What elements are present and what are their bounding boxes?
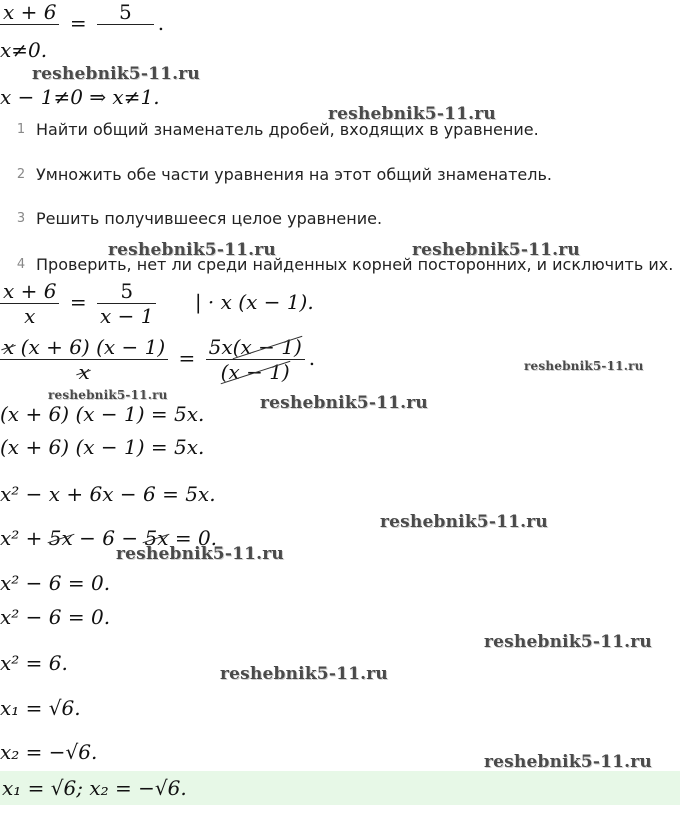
equation-fractions: $\frac{x + 6}{x}$ = $\frac{5}{x - 1}$ | · x (x − 1). bbox=[0, 279, 314, 328]
answer-text: x₁ = √6; x₂ = −√6. bbox=[2, 776, 187, 800]
step-number: 1 bbox=[16, 122, 26, 137]
watermark: reshebnik5-11.ru bbox=[380, 512, 548, 532]
step-item bbox=[0, 207, 680, 231]
watermark: reshebnik5-11.ru bbox=[524, 359, 644, 373]
step-text: Умножить обе части уравнения на этот общий знаменатель. bbox=[36, 165, 553, 184]
watermark: reshebnik5-11.ru bbox=[108, 240, 276, 260]
watermark: reshebnik5-11.ru bbox=[116, 544, 284, 564]
step-text: Найти общий знаменатель дробей, входящих в уравнение. bbox=[36, 120, 539, 139]
equation-cancellation: $\frac{x (x + 6) (x - 1)}{x}$ = $\frac{5x(x - 1)}{(x - 1)}$ . bbox=[0, 335, 315, 384]
step-number: 3 bbox=[16, 211, 26, 226]
watermark: reshebnik5-11.ru bbox=[484, 632, 652, 652]
answer-box bbox=[0, 771, 680, 805]
step-text: Решить получившееся целое уравнение. bbox=[36, 209, 383, 228]
equation-line: x² − 6 = 0. bbox=[0, 571, 111, 595]
condition-x-nonzero: x≠0. bbox=[0, 38, 48, 62]
equation-top-fraction: x + 6 = 5 . bbox=[0, 0, 164, 49]
fraction-left: $\frac{x + 6}{x}$ bbox=[0, 279, 59, 328]
root-x2: x₂ = −√6. bbox=[0, 740, 98, 764]
fraction-numerator: 5 bbox=[97, 0, 154, 25]
watermark: reshebnik5-11.ru bbox=[412, 240, 580, 260]
fraction-left: $\frac{x (x + 6) (x - 1)}{x}$ bbox=[0, 335, 168, 384]
watermark: reshebnik5-11.ru bbox=[484, 752, 652, 772]
watermark: reshebnik5-11.ru bbox=[328, 104, 496, 124]
fraction-right: $\frac{5}{x - 1}$ bbox=[97, 279, 156, 328]
step-item bbox=[0, 163, 680, 187]
equation-line: x² + 5x − 6 − 5x = 0. bbox=[0, 526, 218, 550]
watermark: reshebnik5-11.ru bbox=[32, 64, 200, 84]
watermark: reshebnik5-11.ru bbox=[220, 664, 388, 684]
watermark: reshebnik5-11.ru bbox=[48, 388, 168, 402]
equation-line: (x + 6) (x − 1) = 5x. bbox=[0, 402, 205, 426]
fraction-numerator: x + 6 bbox=[0, 0, 59, 25]
step-text: Проверить, нет ли среди найденных корней посторонних, и исключить их. bbox=[36, 255, 674, 274]
equation-line: (x + 6) (x − 1) = 5x. bbox=[0, 435, 205, 459]
equation-line: x² − 6 = 0. bbox=[0, 605, 111, 629]
step-number: 2 bbox=[16, 167, 26, 182]
watermark: reshebnik5-11.ru bbox=[260, 393, 428, 413]
equals-sign: = bbox=[69, 11, 87, 35]
step-number: 4 bbox=[16, 257, 26, 272]
equation-line: x² − x + 6x − 6 = 5x. bbox=[0, 482, 216, 506]
fraction-right: $\frac{5x(x - 1)}{(x - 1)}$ bbox=[206, 335, 305, 384]
fraction-right bbox=[97, 0, 154, 49]
equation-line: x² = 6. bbox=[0, 651, 68, 675]
condition-x-not-one: x − 1≠0 ⇒ x≠1. bbox=[0, 85, 160, 109]
root-x1: x₁ = √6. bbox=[0, 696, 81, 720]
multiplier-note: | · x (x − 1). bbox=[194, 290, 314, 314]
